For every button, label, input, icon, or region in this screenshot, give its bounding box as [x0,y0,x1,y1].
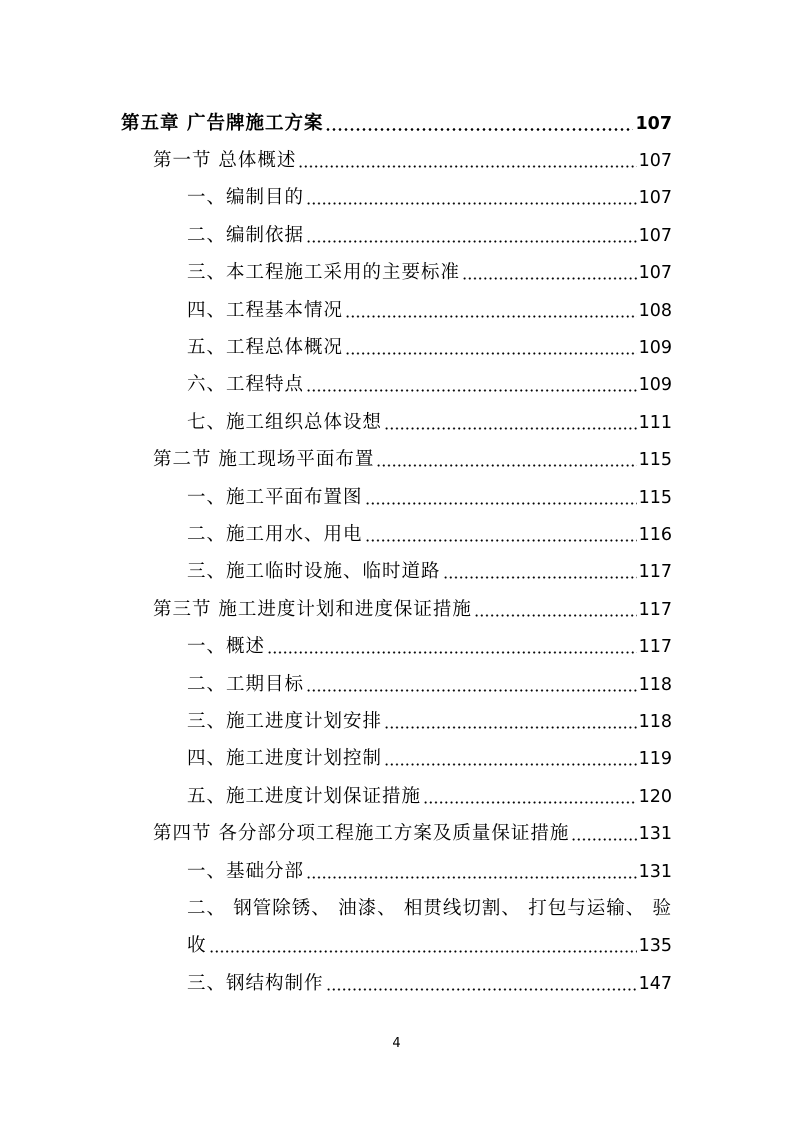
toc-entry[interactable] [187,629,672,659]
toc-dot-leader [384,427,637,430]
toc-dot-leader [423,801,637,804]
toc-dot-leader [306,876,637,879]
toc-entry-page: 147 [638,973,672,994]
toc-section-entry[interactable] [153,442,672,472]
toc-entry-page: 107 [638,263,672,284]
toc-section-entry[interactable] [153,816,672,846]
toc-section-title: 第三节 施工进度计划和进度保证措施 [153,598,472,620]
toc-entry-title: 二、施工用水、用电 [187,524,363,545]
toc-entry-title: 四、施工进度计划控制 [187,748,383,770]
toc-entry[interactable] [187,293,672,323]
toc-dot-leader [365,502,637,505]
toc-section-page: 117 [638,599,672,620]
toc-entry-title: 五、工程总体概况 [187,337,344,358]
toc-entry-page: 107 [638,225,672,246]
toc-entry-page: 118 [638,674,672,695]
toc-entry[interactable] [187,218,672,248]
toc-entry-page: 120 [638,786,672,807]
toc-entry-title: 三、钢结构制作 [187,972,324,994]
toc-entry-title: 收 [187,935,207,957]
toc-entry-title: 四、工程基本情况 [187,299,344,321]
toc-dot-leader [325,128,633,131]
toc-entry-title: 五、施工进度计划保证措施 [187,785,422,807]
toc-dot-leader [345,352,637,355]
toc-wrapped-entry-line2[interactable] [187,928,672,958]
toc-entry[interactable] [187,480,672,510]
toc-entry[interactable] [187,405,672,435]
toc-entry-title: 七、施工组织总体设想 [187,411,383,433]
toc-wrapped-part: 二、 [187,898,227,919]
toc-entry[interactable] [187,779,672,809]
toc-entry[interactable] [187,180,672,210]
toc-dot-leader [474,614,637,617]
toc-entry[interactable] [187,741,672,771]
toc-dot-leader [306,689,637,692]
toc-dot-leader [306,389,637,392]
toc-entry-title: 三、施工进度计划安排 [187,711,383,732]
toc-section-title: 第二节 施工现场平面布置 [153,449,375,471]
toc-entry-title: 一、概述 [187,636,266,658]
toc-entry-title: 三、本工程施工采用的主要标准 [187,262,461,284]
toc-entry-page: 119 [638,749,672,770]
toc-entry-title: 一、基础分部 [187,860,305,882]
toc-section-title: 第一节 总体概述 [153,150,297,171]
toc-entry-title: 一、编制目的 [187,187,305,209]
toc-dot-leader [462,277,637,280]
toc-entry[interactable] [187,854,672,884]
toc-entry-page: 117 [638,562,672,583]
toc-entry[interactable] [187,554,672,584]
toc-entry-title: 二、工期目标 [187,673,305,695]
toc-dot-leader [345,315,637,318]
toc-dot-leader [267,651,637,654]
toc-section-title: 第四节 各分部分项工程施工方案及质量保证措施 [153,823,570,845]
toc-entry-page: 117 [638,637,672,658]
toc-entry[interactable] [187,966,672,996]
toc-section-page: 115 [638,450,672,471]
toc-entry-page: 109 [638,338,672,358]
toc-entry-page: 116 [638,525,672,545]
toc-entry[interactable] [187,255,672,285]
toc-entry[interactable] [187,367,672,397]
toc-chapter-entry[interactable] [121,106,672,136]
toc-dot-leader [384,726,637,729]
toc-entry-page: 108 [638,300,672,321]
toc-wrapped-part: 打包与运输、 [528,898,646,919]
toc-dot-leader [326,988,637,991]
page-number: 4 [392,1036,401,1051]
toc-dot-leader [306,240,637,243]
toc-section-entry[interactable] [153,592,672,622]
toc-entry-page: 135 [638,936,672,957]
toc-dot-leader [365,539,637,542]
toc-entry-title: 三、施工临时设施、临时道路 [187,561,441,583]
toc-dot-leader [298,165,636,168]
toc-entry-page: 131 [638,861,672,882]
toc-chapter-page: 107 [635,114,672,134]
toc-dot-leader [443,576,637,579]
toc-entry-page: 109 [638,375,672,396]
toc-section-page: 131 [638,824,672,845]
toc-dot-leader [571,838,636,841]
toc-entry-page: 111 [638,412,672,433]
toc-chapter-title: 第五章 广告牌施工方案 [121,113,324,134]
toc-entry[interactable] [187,667,672,697]
toc-wrapped-part: 相贯线切割、 [403,898,521,919]
toc-entry-title: 一、施工平面布置图 [187,486,363,508]
toc-entry-page: 118 [638,712,672,732]
toc-section-page: 107 [638,151,672,171]
toc-wrapped-part: 钢管除锈、 [233,898,331,919]
toc-entry-page: 115 [638,487,672,508]
toc-dot-leader [209,950,637,953]
toc-entry[interactable] [187,330,672,360]
toc-entry-title: 二、编制依据 [187,224,305,246]
toc-wrapped-entry-line1[interactable] [187,891,672,921]
toc-dot-leader [384,763,637,766]
toc-dot-leader [306,202,637,205]
toc-entry-title: 六、工程特点 [187,374,305,396]
toc-wrapped-part: 验 [652,898,672,919]
toc-dot-leader [376,464,636,467]
toc-wrapped-part: 油漆、 [338,898,397,919]
toc-section-entry[interactable] [153,143,672,173]
toc-entry-page: 107 [638,188,672,209]
toc-entry[interactable] [187,704,672,734]
toc-entry[interactable] [187,517,672,547]
